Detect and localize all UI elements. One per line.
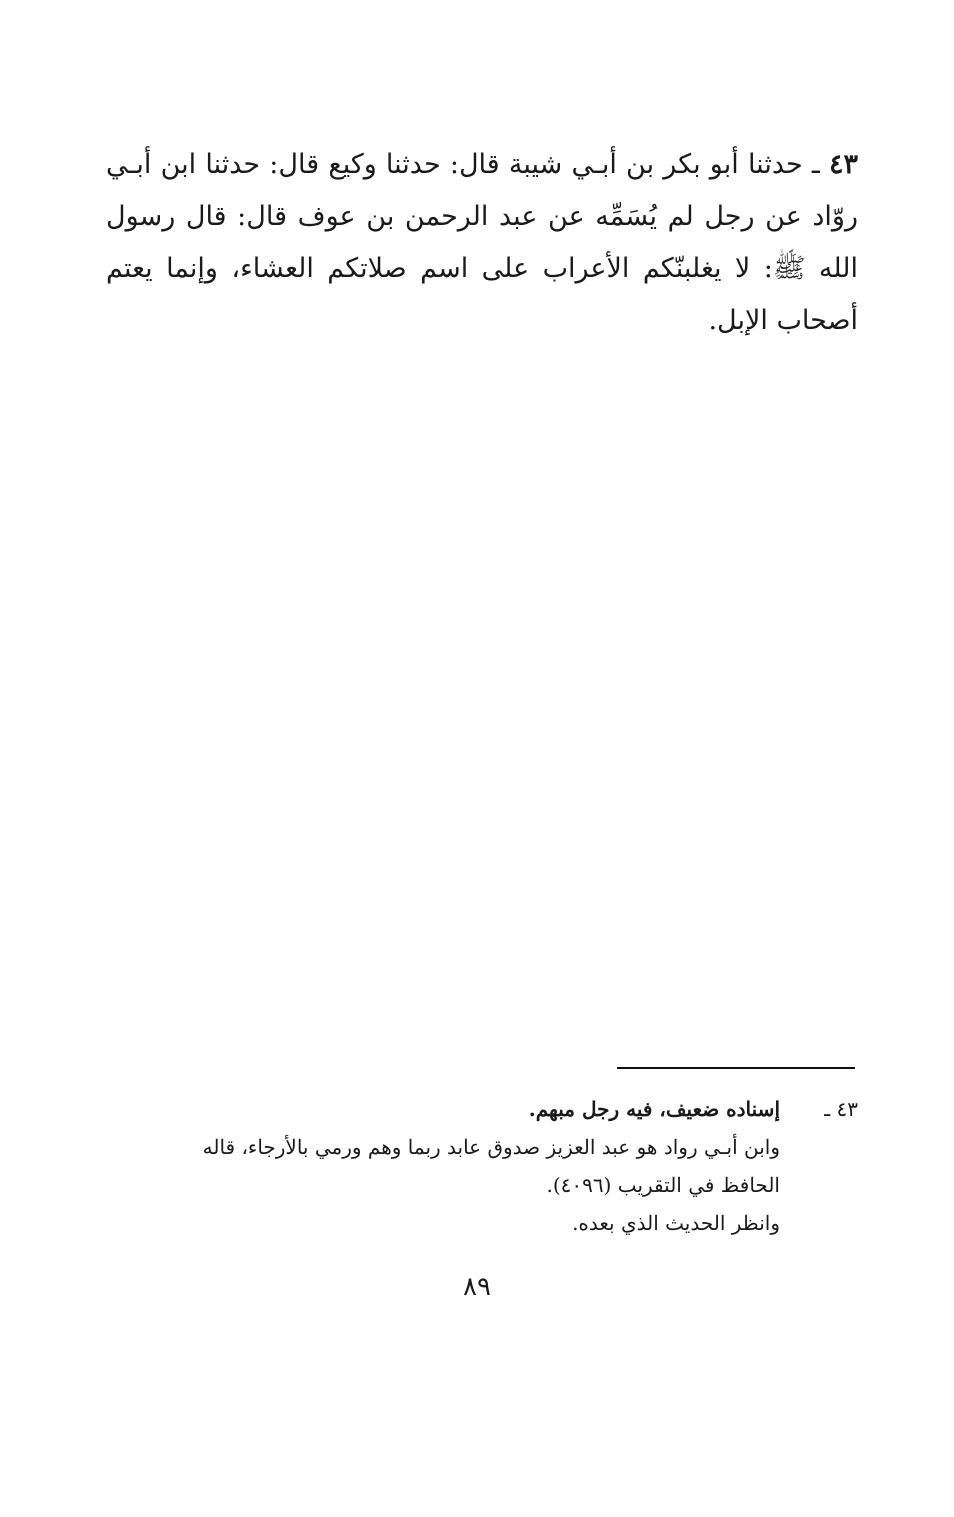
footnote-line-4: وانظر الحديث الذي بعده. (572, 1211, 780, 1235)
footnote-divider (617, 1067, 855, 1069)
hadith-separator: ـ (802, 149, 829, 180)
footnote-line-2: وابن أبـي رواد هو عبد العزيز صدوق عابد ربما وهم ورمي بالأرجاء، قاله (202, 1135, 780, 1159)
hadith-body: حدثنا أبو بكر بن أبـي شيبة قال: حدثنا وكيع قال: حدثنا ابن أبـي روّاد عن رجل لم يُسَمِّه عن عبد الرحمن بن عوف قال: قال رسول الله ﷺ: لا يغلبنّكم الأعراب على اسم صلاتكم العشاء، وإنما يعتم أصحاب الإبل. (106, 149, 858, 336)
footnote-block (106, 1090, 858, 1242)
footnote-line-3: الحافظ في التقريب (٤٠٩٦). (546, 1173, 780, 1197)
hadith-number: ٤٣ (829, 149, 859, 180)
hadith-text-block (106, 139, 858, 347)
footnote-number: ٤٣ ـ (824, 1097, 858, 1121)
footnote-first-line (106, 1090, 858, 1128)
footnote-heading: إسناده ضعيف، فيه رجل مبهم. (528, 1097, 780, 1121)
page-number: ٨٩ (463, 1272, 491, 1302)
